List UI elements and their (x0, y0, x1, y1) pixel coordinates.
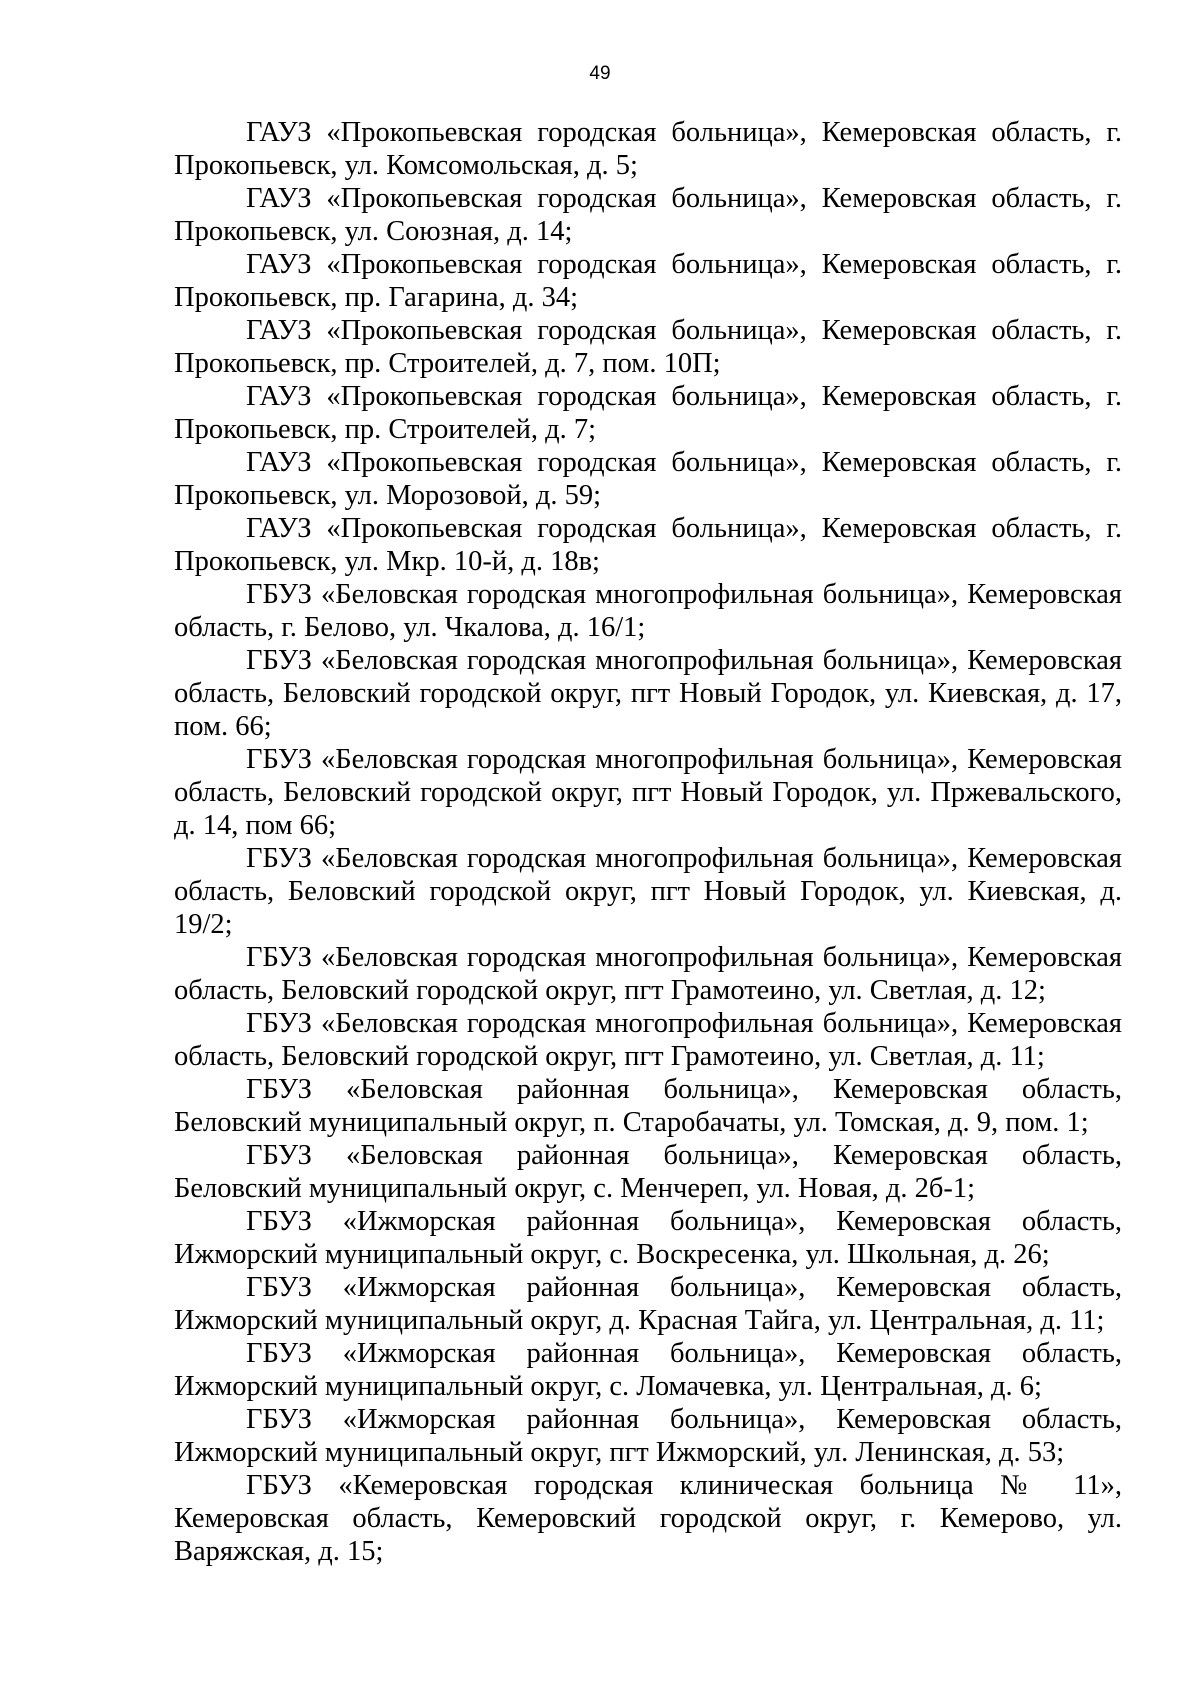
address-entry: ГБУЗ «Беловская городская многопрофильная больница», Кемеровская область, г. Белово, ул. Чкалова, д. 16/1; (174, 579, 1122, 643)
address-entry: ГБУЗ «Кемеровская городская клиническая больница № 11», Кемеровская область, Кемеровский городской округ, г. Кемерово, ул. Варяжская, д. 15; (174, 1470, 1122, 1567)
address-entry: ГБУЗ «Беловская районная больница», Кемеровская область, Беловский муниципальный округ, с. Менчереп, ул. Новая, д. 2б-1; (174, 1140, 1122, 1204)
address-entry: ГАУЗ «Прокопьевская городская больница», Кемеровская область, г. Прокопьевск, ул. Союзная, д. 14; (174, 183, 1122, 247)
page-number: 49 (589, 63, 611, 84)
address-entry: ГАУЗ «Прокопьевская городская больница», Кемеровская область, г. Прокопьевск, ул. Комсомольская, д. 5; (174, 117, 1122, 181)
address-entry: ГБУЗ «Ижморская районная больница», Кемеровская область, Ижморский муниципальный округ, д. Красная Тайга, ул. Центральная, д. 11; (174, 1272, 1122, 1336)
address-entry: ГБУЗ «Беловская районная больница», Кемеровская область, Беловский муниципальный округ, п. Старобачаты, ул. Томская, д. 9, пом. 1; (174, 1074, 1122, 1138)
address-entry: ГБУЗ «Беловская городская многопрофильная больница», Кемеровская область, Беловский городской округ, пгт Новый Городок, ул. Киевская, д. 19/2; (174, 843, 1122, 940)
address-entry: ГБУЗ «Беловская городская многопрофильная больница», Кемеровская область, Беловский городской округ, пгт Новый Городок, ул. Киевская, д. 17, пом. 66; (174, 645, 1122, 742)
address-entry: ГАУЗ «Прокопьевская городская больница», Кемеровская область, г. Прокопьевск, ул. Мкр. 10-й, д. 18в; (174, 513, 1122, 577)
address-entry: ГАУЗ «Прокопьевская городская больница», Кемеровская область, г. Прокопьевск, пр. Строителей, д. 7; (174, 381, 1122, 445)
address-entry: ГАУЗ «Прокопьевская городская больница», Кемеровская область, г. Прокопьевск, пр. Строителей, д. 7, пом. 10П; (174, 315, 1122, 379)
address-entry: ГБУЗ «Беловская городская многопрофильная больница», Кемеровская область, Беловский городской округ, пгт Грамотеино, ул. Светлая, д. 11; (174, 1008, 1122, 1072)
address-entry: ГБУЗ «Беловская городская многопрофильная больница», Кемеровская область, Беловский городской округ, пгт Грамотеино, ул. Светлая, д. 12; (174, 942, 1122, 1006)
address-entry: ГАУЗ «Прокопьевская городская больница», Кемеровская область, г. Прокопьевск, пр. Гагарина, д. 34; (174, 249, 1122, 313)
address-list (174, 116, 1122, 1568)
address-entry: ГБУЗ «Ижморская районная больница», Кемеровская область, Ижморский муниципальный округ, с. Ломачевка, ул. Центральная, д. 6; (174, 1338, 1122, 1402)
address-entry: ГБУЗ «Беловская городская многопрофильная больница», Кемеровская область, Беловский городской округ, пгт Новый Городок, ул. Пржевальского, д. 14, пом 66; (174, 744, 1122, 841)
address-entry: ГБУЗ «Ижморская районная больница», Кемеровская область, Ижморский муниципальный округ, пгт Ижморский, ул. Ленинская, д. 53; (174, 1404, 1122, 1468)
address-entry: ГБУЗ «Ижморская районная больница», Кемеровская область, Ижморский муниципальный округ, с. Воскресенка, ул. Школьная, д. 26; (174, 1206, 1122, 1270)
address-entry: ГАУЗ «Прокопьевская городская больница», Кемеровская область, г. Прокопьевск, ул. Морозовой, д. 59; (174, 447, 1122, 511)
